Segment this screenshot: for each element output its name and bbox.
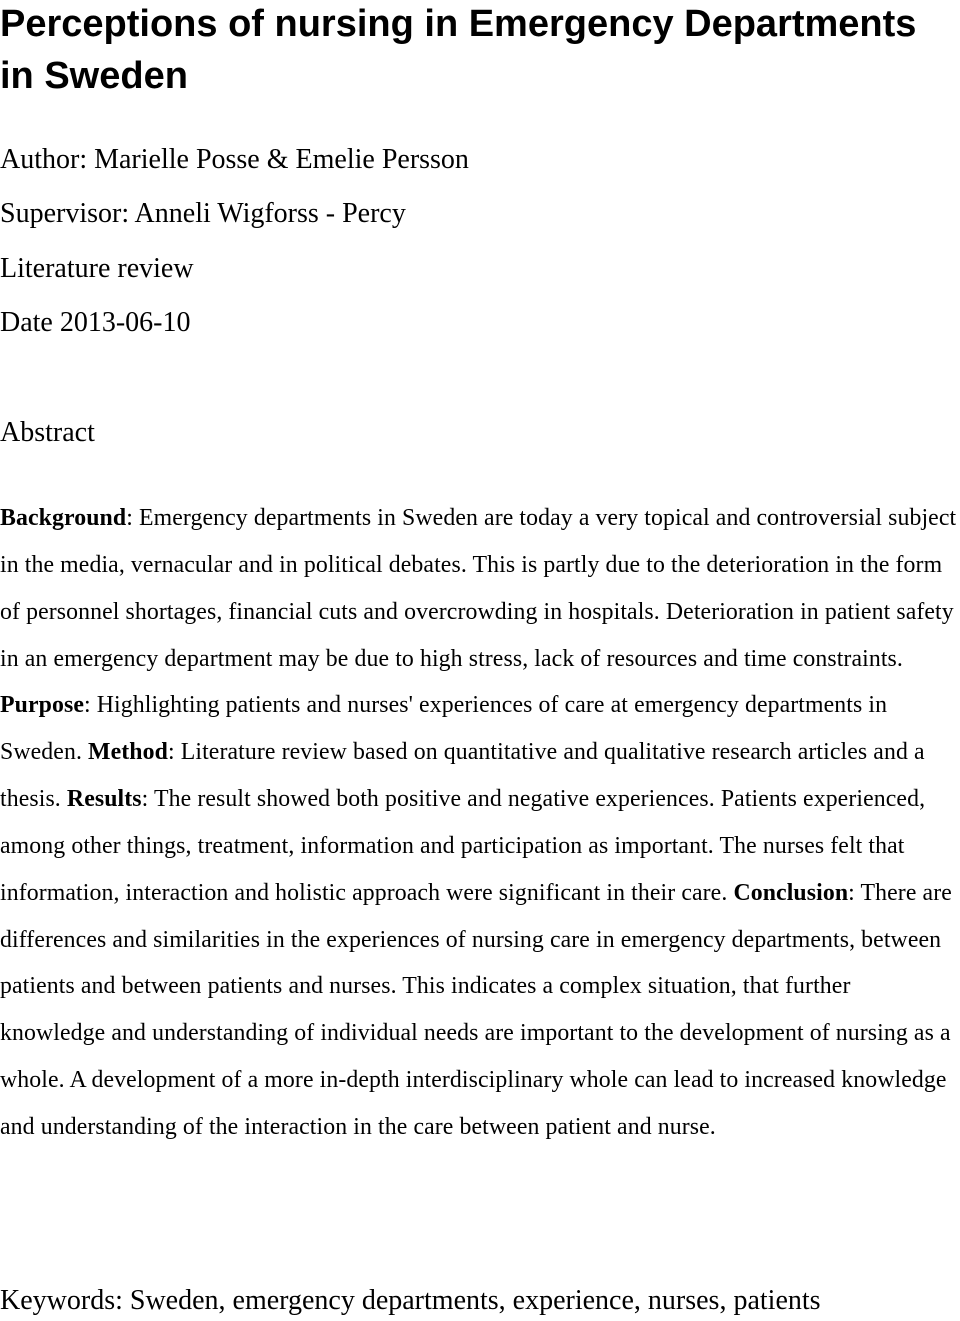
document-date: Date 2013-06-10 <box>0 307 191 338</box>
method-text: : Literature review based on quantitative and qualitative research articles and a thesis. <box>0 739 925 813</box>
supervisor-line: Supervisor: Anneli Wigforss - Percy <box>0 198 406 229</box>
conclusion-label: Conclusion <box>733 879 849 906</box>
abstract-body <box>0 495 960 1151</box>
conclusion-text: : There are differences and similarities in the experiences of nursing care in emergency departments, between patients and between patients and nurses. This indicates a complex situation, that further knowledge and understanding of individual needs are important to the development of nursing as a whole. A development of a more in-depth interdisciplinary whole can lead to increased knowledge and understanding of the interaction in the care between patient and nurse. <box>0 879 952 1140</box>
background-text: : Emergency departments in Sweden are today a very topical and controversial subject in the media, vernacular and in political debates. This is partly due to the deterioration in the form of personnel shortages, financial cuts and overcrowding in hospitals. Deterioration in patient safety in an emergency department may be due to high stress, lack of resources and time constraints. <box>0 505 957 672</box>
document-type: Literature review <box>0 253 194 284</box>
background-label: Background <box>0 505 127 531</box>
results-text: : The result showed both positive and negative experiences. Patients experienced, among other things, treatment, information and participation as important. The nurses felt that information, interaction and holistic approach were significant in their care. <box>0 786 926 906</box>
purpose-label: Purpose <box>0 692 84 719</box>
method-label: Method <box>88 739 168 766</box>
purpose-text: : Highlighting patients and nurses' experiences of care at emergency departments in Sweden. <box>0 692 888 766</box>
results-label: Results <box>66 786 142 813</box>
author-line: Author: Marielle Posse & Emelie Persson <box>0 144 469 175</box>
document-title: Perceptions of nursing in Emergency Departments in Sweden <box>0 3 917 97</box>
abstract-heading: Abstract <box>0 417 95 448</box>
keywords-line: Keywords: Sweden, emergency departments, experience, nurses, patients <box>0 1285 821 1316</box>
